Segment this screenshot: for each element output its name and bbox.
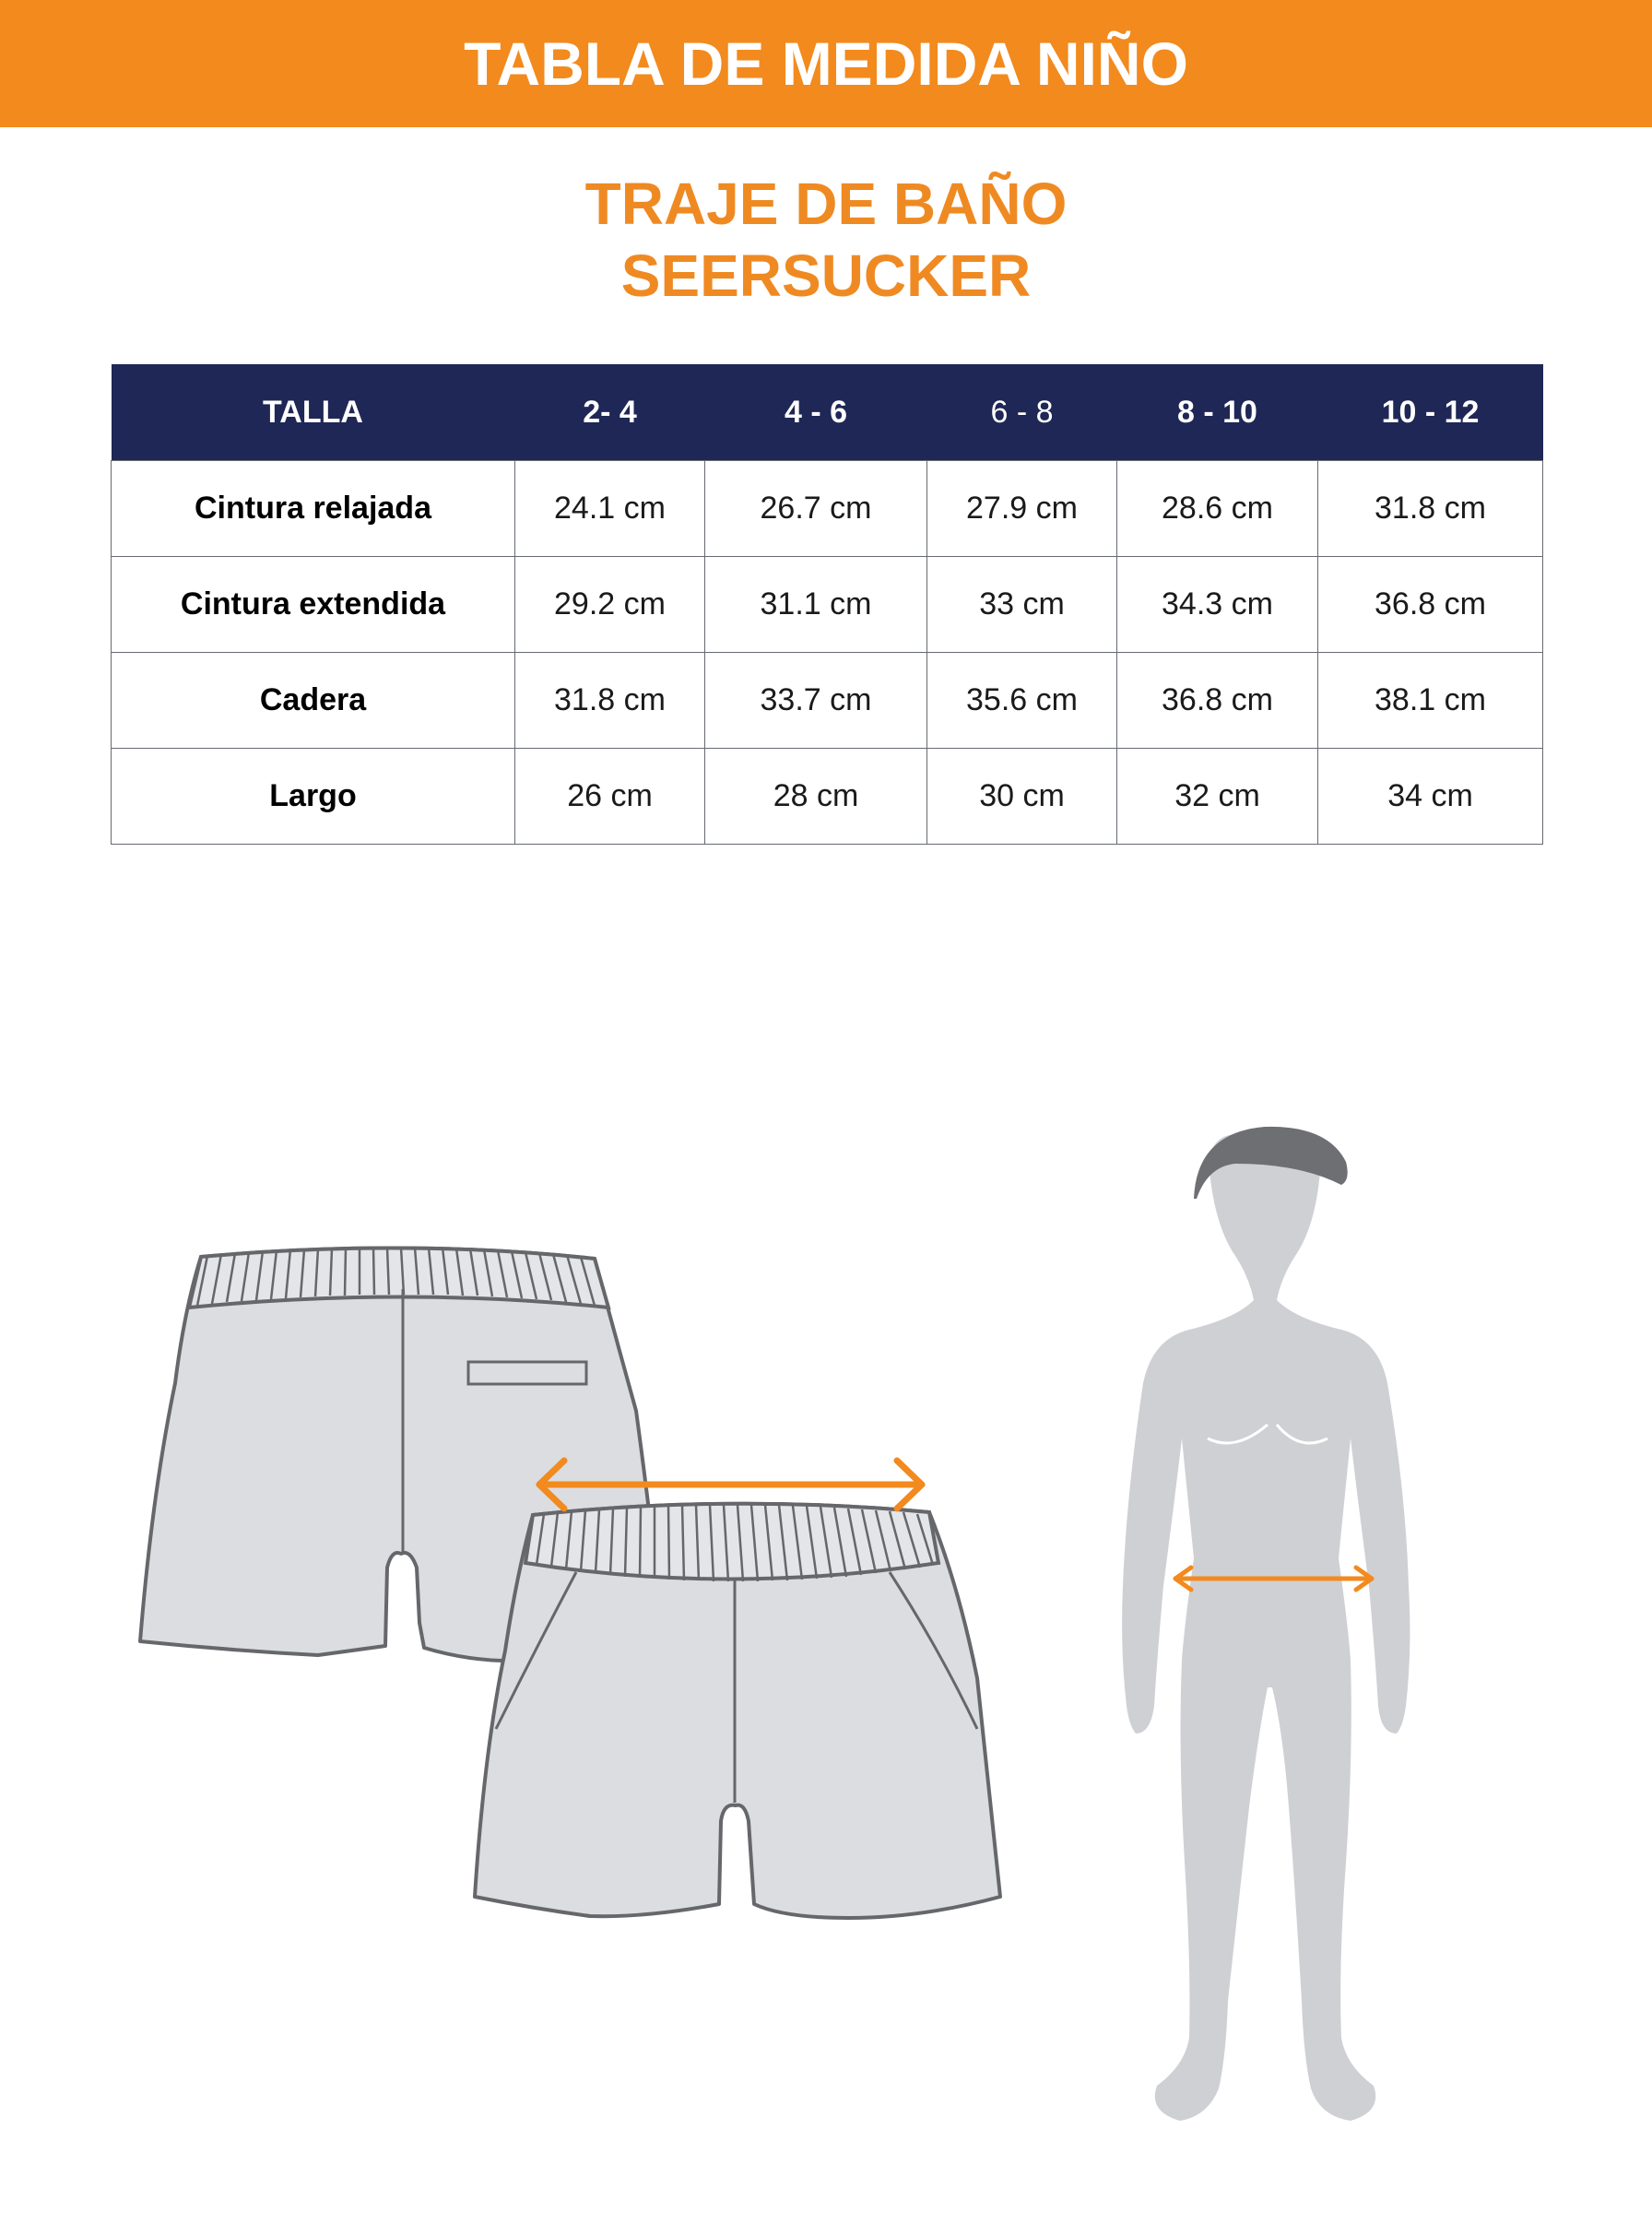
table-cell: 26.7 cm — [705, 461, 927, 557]
header-cell-size: 2- 4 — [515, 364, 705, 461]
table-cell: 35.6 cm — [927, 653, 1117, 749]
table-cell: 31.8 cm — [515, 653, 705, 749]
table-row — [112, 653, 1543, 749]
table-cell: 33.7 cm — [705, 653, 927, 749]
header-cell-size: 10 - 12 — [1318, 364, 1543, 461]
row-label: Cadera — [112, 653, 515, 749]
table-cell: 28 cm — [705, 749, 927, 845]
table-cell: 36.8 cm — [1318, 557, 1543, 653]
row-label: Cintura relajada — [112, 461, 515, 557]
measurement-illustration — [0, 1060, 1652, 2213]
table-cell: 34 cm — [1318, 749, 1543, 845]
table-cell: 24.1 cm — [515, 461, 705, 557]
header-cell-size: 6 - 8 — [927, 364, 1117, 461]
shorts-front-icon — [475, 1504, 1000, 1918]
row-label: Cintura extendida — [112, 557, 515, 653]
table-cell: 26 cm — [515, 749, 705, 845]
table-cell: 27.9 cm — [927, 461, 1117, 557]
table-cell: 30 cm — [927, 749, 1117, 845]
table-cell: 31.8 cm — [1318, 461, 1543, 557]
product-name-line2: SEERSUCKER — [620, 243, 1032, 309]
table-cell: 38.1 cm — [1318, 653, 1543, 749]
table-cell: 29.2 cm — [515, 557, 705, 653]
child-figure-icon — [1122, 1127, 1410, 2121]
size-chart-table — [111, 364, 1543, 845]
product-name-line1: TRAJE DE BAÑO — [584, 171, 1068, 237]
table-row — [112, 461, 1543, 557]
header-banner — [0, 0, 1652, 127]
table-cell: 34.3 cm — [1117, 557, 1318, 653]
table-cell: 36.8 cm — [1117, 653, 1318, 749]
table-header-row — [112, 364, 1543, 461]
header-cell-size: 4 - 6 — [705, 364, 927, 461]
header-cell-size: 8 - 10 — [1117, 364, 1318, 461]
header-cell-size-label: TALLA — [112, 364, 515, 461]
table-row — [112, 557, 1543, 653]
table-row — [112, 749, 1543, 845]
table-cell: 31.1 cm — [705, 557, 927, 653]
table-cell: 28.6 cm — [1117, 461, 1318, 557]
table-cell: 33 cm — [927, 557, 1117, 653]
row-label: Largo — [112, 749, 515, 845]
table-cell: 32 cm — [1117, 749, 1318, 845]
page-title: TABLA DE MEDIDA NIÑO — [464, 30, 1188, 98]
